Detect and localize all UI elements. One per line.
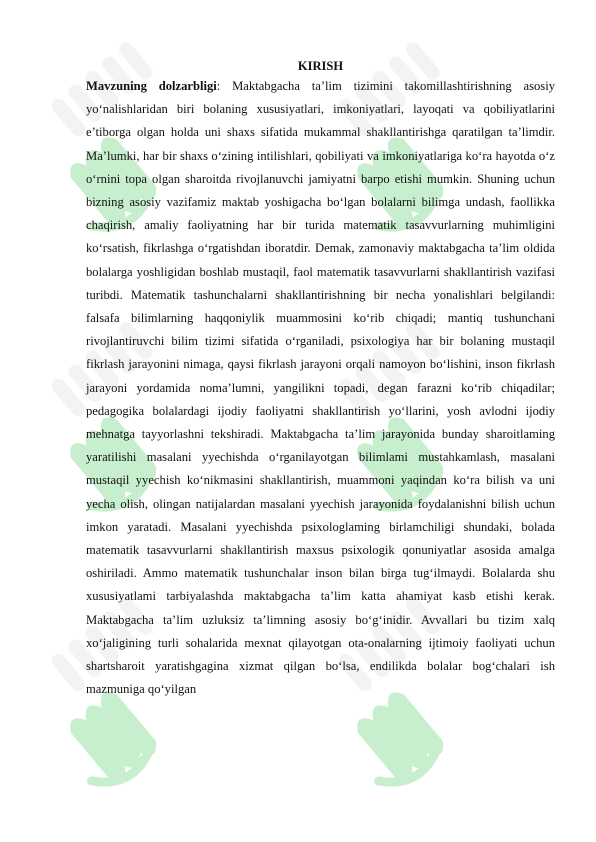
document-page [86,58,555,701]
lead-label: Mavzuning dolzarbligi [86,79,217,93]
lead-separator: : [216,79,233,93]
paragraph-text: Maktabgacha ta’lim tizimini takomillashtirishning asosiy yo‘nalishlaridan biri bolaning xususiyatlari, imkoniyatlari, layoqati va qobiliyatlarini e’tiborga olgan holda uni shaxs sifatida mukammal shakllantirishga qaratilgan ta’limdir. Ma’lumki, har bir shaxs o‘zining intilishlari, qobiliyati va imkoniyatlariga ko‘ra hayotda o‘z o‘rnini topa olgan sharoitda rivojlanuvchi jamiyatni barpo etishi mumkin. Shuning uchun bizning asosiy vazifamiz maktab yoshigacha bo‘lgan bolalarni bilimga undash, faollikka chaqirish, amaliy faoliyatning har bir turida matematik tasavvurlarning muhimligini ko‘rsatish, fikrlashga o‘rgatishdan iboratdir. Demak, zamonaviy maktabgacha ta’lim oldida bolalarga yoshligidan boshlab mustaqil, faol matematik tasavvurlarni shakllantirish vazifasi turibdi. Matematik tashunchalarni shakllantirishning bir necha yonalishlari belgilandi: falsafa bilimlarning haqqoniylik muammosini ko‘rib chiqadi; mantiq tushunchani rivojlantiruvchi bilim tizimi sifatida o‘rganiladi, psixologiya har bir bolaning mustaqil fikrlash jarayonini nimaga, qaysi fikrlash jarayoni orqali namoyon bo‘lishini, inson fikrlash jarayoni yordamida noma’lumni, yangilikni topadi, degan farazni ko‘rib chiqadilar; pedagogika bolalardagi ijodiy faoliyatni shakllantirish yo‘llarini, yosh avlodni ijodiy mehnatga tayyorlashni tekshiradi. Maktabgacha ta’lim jarayonida bunday sharoitlaming yaratilishi masalani yyechishda o‘rganilayotgan bilimlami mustahkamlash, masalani mustaqil yyechish ko‘nikmasini shakllantirish, muammoni yaqindan ko‘ra bilish va uni yecha olish, olingan natijalardan masalani yyechish jarayonida foydalanishni bilish uchun imkon yaratadi. Masalani yyechishda psixologlaming birlamchiligi shundaki, bolada matematik tasavvurlarni shakllantirish maxsus psixologik qonuniyatlar asosida amalga oshiriladi. Ammo matematik tushunchalar inson bilan birga tug‘ilmaydi. Bolalarda shu xususiyatlami tarbiyalashda maktabgacha ta’lim katta ahamiyat kasb etishi kerak. Maktabgacha ta’lim uzluksiz ta’limning asosiy bo‘g‘inidir. Avvallari bu tizim xalq xo‘jaligining turli sohalarida mexnat qilayotgan ota-onalarning ijtimoiy faoliyati uchun shartsharoit yaratishgagina xizmat qilgan bo‘lsa, endilikda bolalar bog‘chalari ish mazmuniga qo‘yilgan [86,79,555,697]
body-paragraph [86,75,555,701]
page-title: KIRISH [297,59,344,73]
